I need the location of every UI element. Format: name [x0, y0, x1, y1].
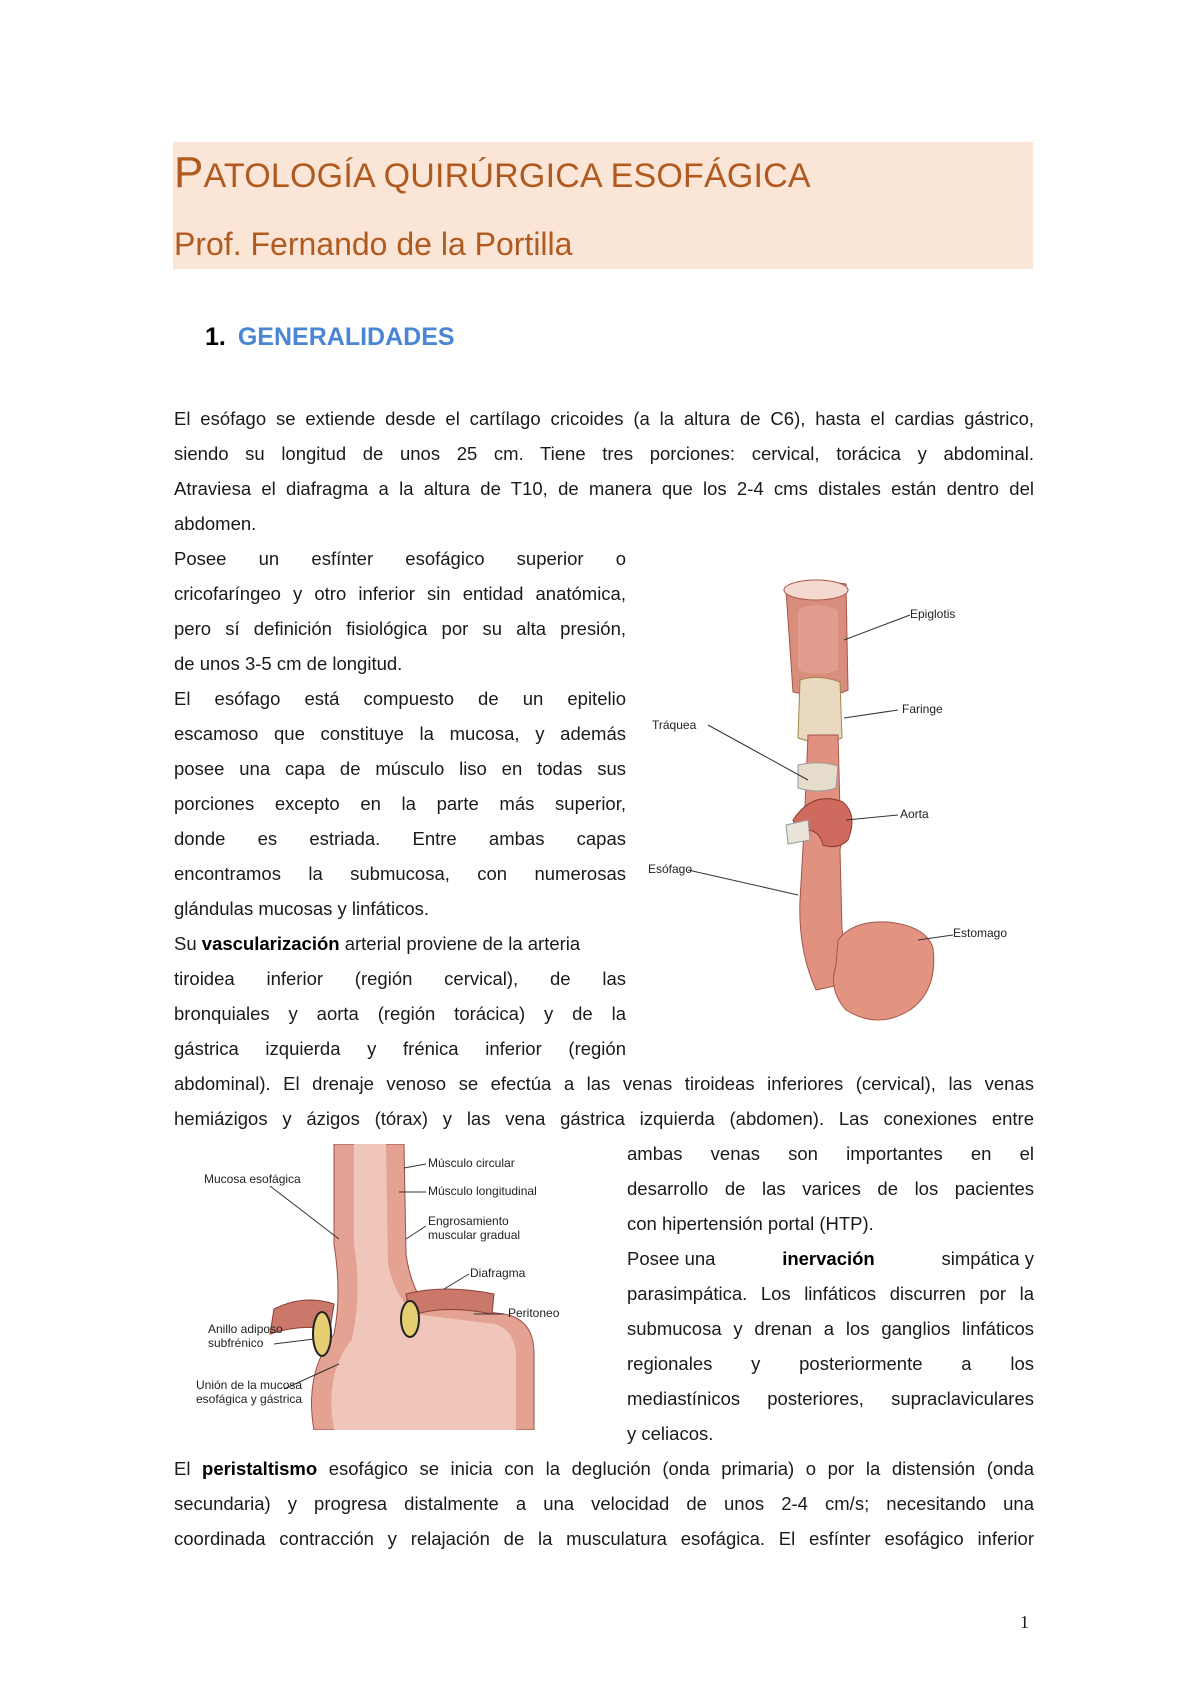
document-title: PATOLOGÍA QUIRÚRGICA ESOFÁGICA	[174, 148, 811, 197]
paragraph-line: con hipertensión portal (HTP).	[627, 1213, 874, 1234]
paragraph-line: desarrollo de las varices de los pacientes	[627, 1178, 1034, 1199]
paragraph-line: coordinada contracción y relajación de la musculatura esofágica. El esfínter esofágico inferior	[174, 1528, 1034, 1549]
label-engrosamiento-2: muscular gradual	[428, 1228, 521, 1242]
paragraph-line: glándulas mucosas y linfáticos.	[174, 898, 430, 919]
paragraph-line: abdominal). El drenaje venoso se efectúa a las venas tiroideas inferiores (cervical), las venas	[174, 1073, 1034, 1094]
paragraph-line: donde es estriada. Entre ambas capas	[174, 828, 626, 849]
paragraph-line: y celiacos.	[627, 1423, 714, 1444]
document-author: Prof. Fernando de la Portilla	[174, 226, 573, 262]
paragraph-line: encontramos la submucosa, con numerosas	[174, 863, 626, 884]
label-anillo: Anillo adiposo	[208, 1322, 283, 1336]
paragraph-line: bronquiales y aorta (región torácica) y de la	[174, 1003, 626, 1024]
label-engrosamiento: Engrosamiento	[428, 1214, 509, 1228]
paragraph-line: tiroidea inferior (región cervical), de las	[174, 968, 626, 989]
paragraph-line: parasimpática. Los linfáticos discurren por la	[627, 1283, 1034, 1304]
label-epiglotis: Epiglotis	[910, 607, 956, 621]
label-union: Unión de la mucosa	[196, 1378, 303, 1392]
label-peritoneo: Peritoneo	[508, 1306, 560, 1320]
paragraph-line: regionales y posteriormente a los	[627, 1353, 1034, 1374]
paragraph-line: porciones excepto en la parte más superior,	[174, 793, 626, 814]
paragraph-line: El esófago se extiende desde el cartílago cricoides (a la altura de C6), hasta el cardias gástrico,	[174, 408, 1034, 429]
paragraph-line: escamoso que constituye la mucosa, y además	[174, 723, 626, 744]
esophagus-illustration	[648, 570, 1018, 1048]
paragraph-line: Posee una inervación simpática y	[627, 1248, 1034, 1269]
label-anillo-2: subfrénico	[208, 1336, 264, 1350]
label-faringe: Faringe	[902, 702, 943, 716]
label-mucosa: Mucosa esofágica	[204, 1172, 301, 1186]
gastroesophageal-junction-figure	[174, 1144, 606, 1430]
label-traquea: Tráquea	[652, 718, 697, 732]
paragraph-line: El peristaltismo esofágico se inicia con la deglución (onda primaria) o por la distensión (onda	[174, 1458, 1035, 1479]
esophagus-anatomy-figure	[648, 570, 1018, 1048]
label-musculo-circular: Músculo circular	[428, 1156, 515, 1170]
paragraph-line: secundaria) y progresa distalmente a una velocidad de unos 2-4 cm/s; necesitando una	[174, 1493, 1034, 1514]
page-number: 1	[1020, 1612, 1029, 1632]
label-aorta: Aorta	[900, 807, 929, 821]
label-union-2: esofágica y gástrica	[196, 1392, 303, 1406]
paragraph-line: Atraviesa el diafragma a la altura de T10, de manera que los 2-4 cms distales están dentro del	[174, 478, 1034, 499]
paragraph-line: siendo su longitud de unos 25 cm. Tiene tres porciones: cervical, torácica y abdominal.	[174, 443, 1034, 464]
label-musculo-longitudinal: Músculo longitudinal	[428, 1184, 537, 1198]
paragraph-line: hemiázigos y ázigos (tórax) y las vena gástrica izquierda (abdomen). Las conexiones entre	[174, 1108, 1034, 1129]
paragraph-line: Posee un esfínter esofágico superior o	[174, 548, 626, 569]
paragraph-line: pero sí definición fisiológica por su alta presión,	[174, 618, 626, 639]
paragraph-line: submucosa y drenan a los ganglios linfáticos	[627, 1318, 1034, 1339]
paragraph-line: abdomen.	[174, 513, 257, 534]
paragraph-line: de unos 3-5 cm de longitud.	[174, 653, 403, 674]
paragraph-line: ambas venas son importantes en el	[627, 1143, 1034, 1164]
paragraph-line: mediastínicos posteriores, supraclaviculares	[627, 1388, 1034, 1409]
section-heading: 1. GENERALIDADES	[205, 323, 455, 351]
paragraph-line: gástrica izquierda y frénica inferior (región	[174, 1038, 626, 1059]
paragraph-line: cricofaríngeo y otro inferior sin entidad anatómica,	[174, 583, 626, 604]
label-estomago: Estomago	[953, 926, 1008, 940]
paragraph-line: Su vascularización arterial proviene de la arteria	[174, 933, 581, 954]
label-esofago: Esófago	[648, 862, 693, 876]
paragraph-line: posee una capa de músculo liso en todas sus	[174, 758, 626, 779]
label-diafragma: Diafragma	[470, 1266, 526, 1280]
paragraph-line: El esófago está compuesto de un epitelio	[174, 688, 626, 709]
